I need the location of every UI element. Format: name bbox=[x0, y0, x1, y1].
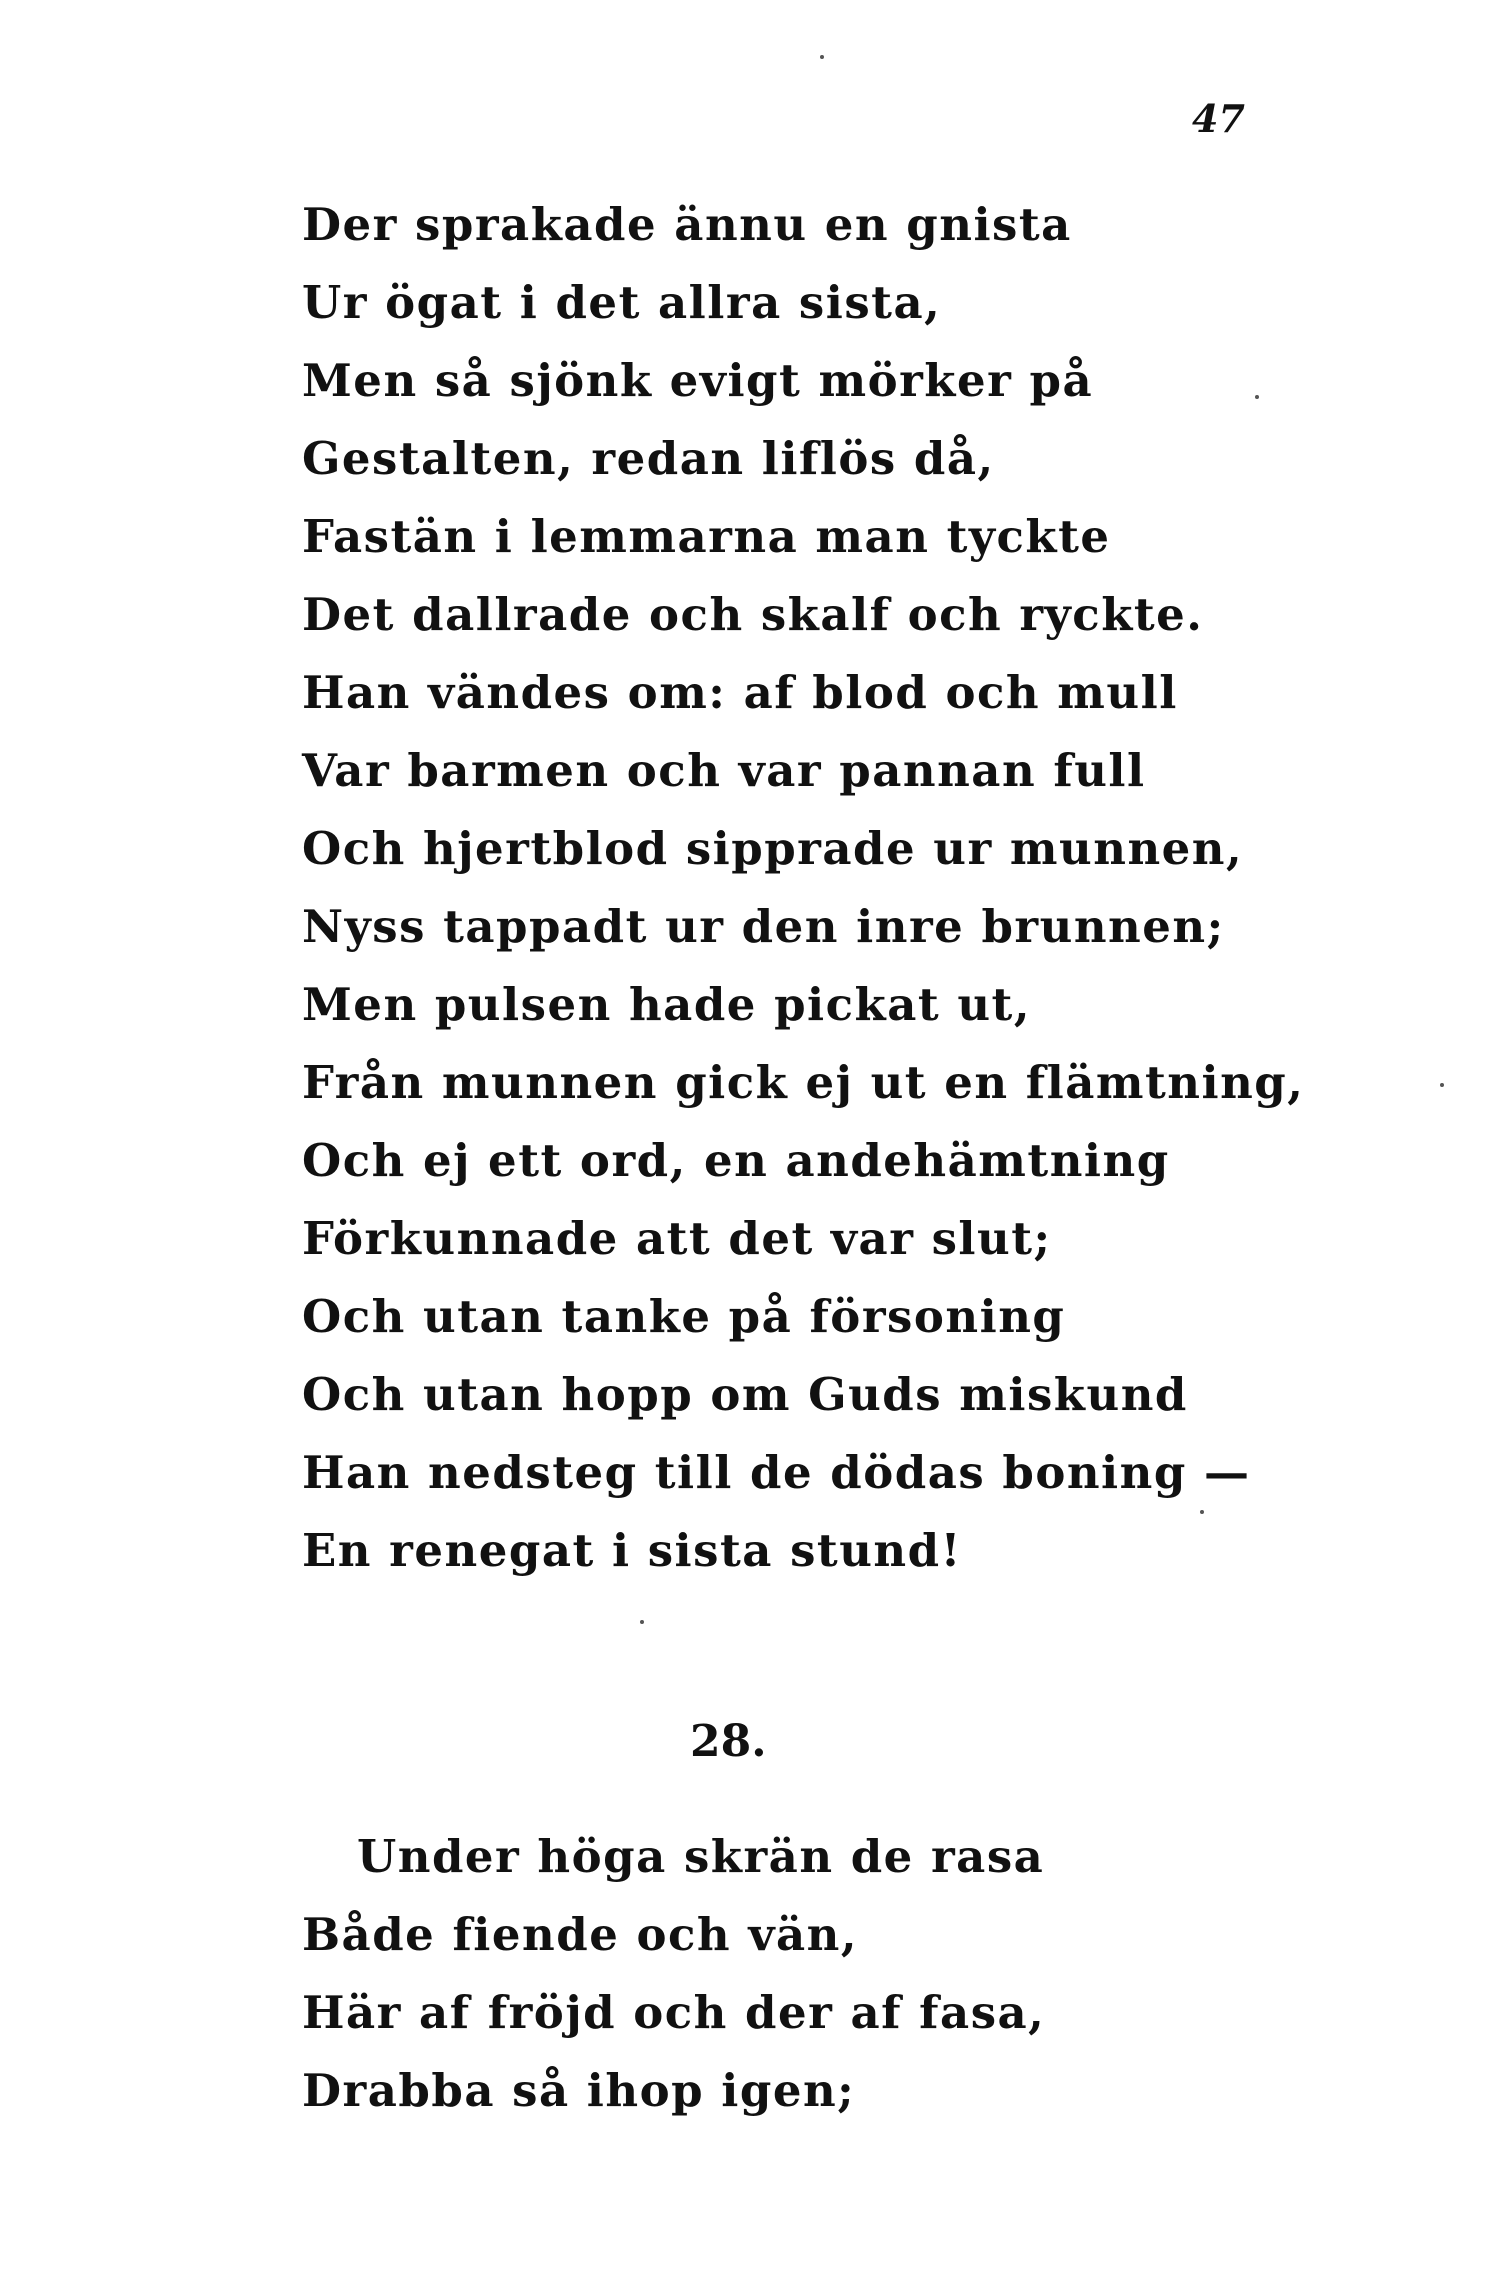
verse-line: Gestalten, redan liflös då, bbox=[302, 432, 995, 485]
poem-27-stanza bbox=[302, 186, 1304, 1590]
verse-line: Från munnen gick ej ut en flämtning, bbox=[302, 1056, 1305, 1109]
verse-line: Och ej ett ord, en andehämtning bbox=[302, 1134, 1170, 1187]
verse-line: Var barmen och var pannan full bbox=[302, 744, 1146, 797]
print-speck bbox=[1255, 395, 1259, 399]
verse-line: Han nedsteg till de dödas boning — bbox=[302, 1446, 1251, 1499]
verse-line: Nyss tappadt ur den inre brunnen; bbox=[302, 900, 1225, 953]
verse-line: Drabba så ihop igen; bbox=[302, 2064, 856, 2117]
verse-line: Men så sjönk evigt mörker på bbox=[302, 354, 1094, 407]
verse-line: Ur ögat i det allra sista, bbox=[302, 276, 942, 329]
print-speck bbox=[1440, 1083, 1444, 1087]
print-speck bbox=[1200, 1510, 1204, 1514]
poem-28-stanza bbox=[302, 1818, 1045, 2130]
verse-line: Och hjertblod sipprade ur munnen, bbox=[302, 822, 1244, 875]
verse-line: En renegat i sista stund! bbox=[302, 1524, 962, 1577]
verse-line: Han vändes om: af blod och mull bbox=[302, 666, 1178, 719]
verse-line: Och utan hopp om Guds miskund bbox=[302, 1368, 1188, 1421]
poem-number: 28. bbox=[690, 1716, 767, 1767]
page-number: 47 bbox=[1192, 96, 1245, 141]
print-speck bbox=[640, 1620, 644, 1624]
verse-line: Förkunnade att det var slut; bbox=[302, 1212, 1052, 1265]
verse-line: Fastän i lemmarna man tyckte bbox=[302, 510, 1111, 563]
verse-line: Under höga skrän de rasa bbox=[357, 1830, 1045, 1883]
verse-line: Det dallrade och skalf och ryckte. bbox=[302, 588, 1204, 641]
verse-line: Här af fröjd och der af fasa, bbox=[302, 1986, 1046, 2039]
print-speck bbox=[820, 55, 824, 59]
verse-line: Der sprakade ännu en gnista bbox=[302, 198, 1072, 251]
verse-line: Och utan tanke på försoning bbox=[302, 1290, 1066, 1343]
verse-line: Både fiende och vän, bbox=[302, 1908, 859, 1961]
verse-line: Men pulsen hade pickat ut, bbox=[302, 978, 1032, 1031]
